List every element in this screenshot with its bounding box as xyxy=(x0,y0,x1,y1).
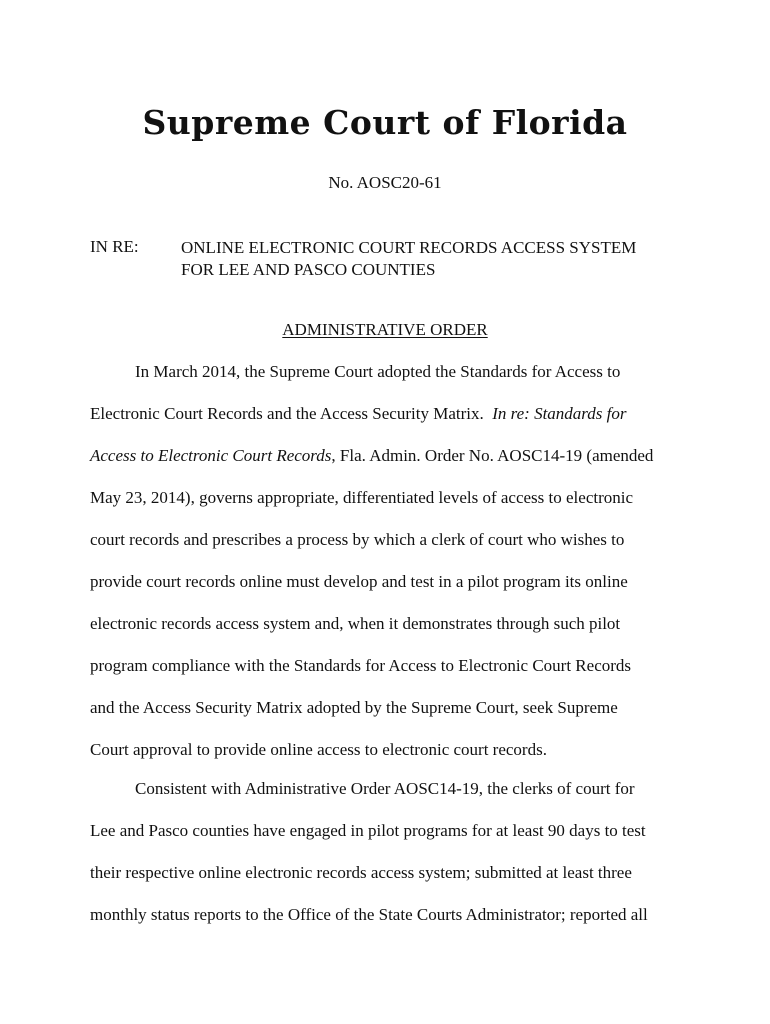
in-re-subject-line: FOR LEE AND PASCO COUNTIES xyxy=(181,260,436,279)
text-line: provide court records online must develop and test in a pilot program its online xyxy=(90,572,628,591)
order-heading: ADMINISTRATIVE ORDER xyxy=(282,320,488,339)
case-number: No. AOSC20-61 xyxy=(328,173,442,192)
in-re-label: IN RE: xyxy=(90,237,139,256)
text-line: and the Access Security Matrix adopted by the Supreme Court, seek Supreme xyxy=(90,698,618,717)
in-re-subject-line: ONLINE ELECTRONIC COURT RECORDS ACCESS SYSTEM xyxy=(181,238,637,257)
text-line: monthly status reports to the Office of the State Courts Administrator; reported all xyxy=(90,905,648,924)
text-line: program compliance with the Standards for Access to Electronic Court Records xyxy=(90,656,632,675)
in-re-subject xyxy=(181,237,701,281)
case-citation: In re: Standards for xyxy=(492,404,627,423)
text-segment: Electronic Court Records and the Access Security Matrix. xyxy=(90,404,484,423)
text-line: May 23, 2014), governs appropriate, differentiated levels of access to electronic xyxy=(90,488,634,507)
text-line: their respective online electronic records access system; submitted at least three xyxy=(90,863,632,882)
text-segment: , Fla. Admin. Order No. AOSC14-19 (amended xyxy=(331,446,654,465)
text-line xyxy=(90,404,627,424)
text-line xyxy=(90,446,653,466)
court-title: Supreme Court of Florida xyxy=(142,103,628,142)
text-line: court records and prescribes a process by which a clerk of court who wishes to xyxy=(90,530,625,549)
text-line: electronic records access system and, when it demonstrates through such pilot xyxy=(90,614,621,633)
text-line: Lee and Pasco counties have engaged in pilot programs for at least 90 days to test xyxy=(90,821,646,840)
case-citation: Access to Electronic Court Records xyxy=(90,446,332,465)
text-line: Consistent with Administrative Order AOSC14-19, the clerks of court for xyxy=(135,779,635,798)
text-line: Court approval to provide online access to electronic court records. xyxy=(90,740,547,759)
text-line: In March 2014, the Supreme Court adopted the Standards for Access to xyxy=(135,362,621,381)
